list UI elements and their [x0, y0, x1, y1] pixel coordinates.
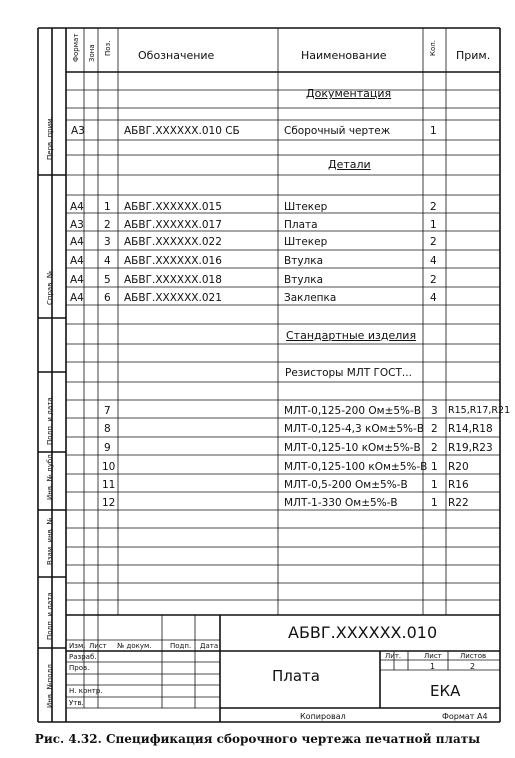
resistor-note: R16: [448, 479, 469, 491]
resistor-pos: 8: [104, 423, 111, 435]
part-format: А4: [70, 236, 84, 248]
part-pos: 6: [104, 292, 111, 304]
part-name: Плата: [284, 219, 318, 231]
resistor-pos: 11: [102, 479, 116, 491]
title-block-listov-header: Листов: [460, 652, 487, 660]
resistor-note: R19,R23: [448, 442, 493, 454]
title-block-list-value: 1: [430, 662, 436, 671]
resistor-name: МЛТ-0,125-100 кОм±5%-В: [284, 461, 428, 473]
doc-row-qty: 1: [430, 125, 437, 137]
part-name: Штекер: [284, 236, 328, 248]
part-qty: 2: [430, 201, 437, 213]
resistor-note: R22: [448, 497, 469, 509]
part-pos: 2: [104, 219, 111, 231]
header-pos: Поз.: [104, 40, 112, 56]
resistor-name: МЛТ-0,125-200 Ом±5%-В: [284, 405, 422, 417]
side-vzam-inv: Взам. инв. №: [46, 517, 54, 565]
header-designation: Обозначение: [138, 49, 215, 62]
side-podp-data-1: Подп. и дата: [46, 397, 54, 445]
part-pos: 3: [104, 236, 111, 248]
resistor-name: МЛТ-0,125-4,3 кОм±5%-В: [284, 423, 425, 435]
part-format: А4: [70, 274, 84, 286]
header-note: Прим.: [456, 49, 491, 62]
part-name: Штекер: [284, 201, 328, 213]
side-inv-dubl: Инв. № дубл.: [46, 452, 54, 500]
side-inv-podl: Инв. №подл.: [46, 661, 54, 708]
section-resistors: Резисторы МЛТ ГОСТ...: [285, 367, 412, 379]
resistor-pos: 10: [102, 461, 116, 473]
title-block-company: ЕКА: [430, 682, 461, 700]
title-block-list: Лист: [89, 642, 107, 650]
title-block-data: Дата: [200, 642, 219, 650]
section-standard: Стандартные изделия: [286, 329, 417, 342]
part-qty: 4: [430, 292, 437, 304]
resistor-qty: 1: [431, 479, 438, 491]
side-podp-data-2: Подп. и дата: [46, 592, 54, 640]
resistor-qty: 2: [431, 442, 438, 454]
title-block-list-header: Лист: [424, 652, 442, 660]
title-block-code: АБВГ.XXXXXX.010: [288, 623, 438, 642]
resistor-pos: 7: [104, 405, 111, 417]
part-designation: АБВГ.XXXXXX.022: [124, 236, 222, 248]
header-qty: Кол.: [429, 40, 437, 56]
resistor-name: МЛТ-0,125-10 кОм±5%-В: [284, 442, 421, 454]
doc-row-name: Сборочный чертеж: [284, 125, 391, 137]
part-qty: 1: [430, 219, 437, 231]
title-block-lit: Лит.: [385, 652, 402, 660]
doc-row-format: А3: [71, 125, 85, 137]
part-name: Втулка: [284, 274, 324, 286]
title-block-prov: Пров.: [69, 664, 90, 672]
title-block-listov-value: 2: [470, 662, 476, 671]
resistor-note: R14,R18: [448, 423, 493, 435]
resistor-qty: 3: [431, 405, 438, 417]
resistor-qty: 1: [431, 461, 438, 473]
doc-row-designation: АБВГ.XXXXXX.010 СБ: [124, 125, 240, 137]
resistor-note: R20: [448, 461, 469, 473]
footer-copied: Копировал: [300, 712, 346, 721]
resistor-name: МЛТ-0,5-200 Ом±5%-В: [284, 479, 408, 491]
section-parts: Детали: [328, 158, 371, 171]
part-pos: 1: [104, 201, 111, 213]
title-block-podp: Подп.: [170, 642, 192, 650]
side-sprav-no: Справ. №: [46, 270, 54, 305]
part-format: А3: [70, 219, 84, 231]
title-block-razrab: Разраб.: [69, 653, 97, 661]
resistor-note: R15,R17,R21: [448, 405, 511, 416]
part-designation: АБВГ.XXXXXX.016: [124, 255, 222, 267]
part-pos: 4: [104, 255, 111, 267]
part-name: Заклепка: [284, 292, 337, 304]
resistor-pos: 12: [102, 497, 116, 509]
part-designation: АБВГ.XXXXXX.018: [124, 274, 222, 286]
footer-format: Формат А4: [442, 712, 488, 721]
resistor-pos: 9: [104, 442, 111, 454]
part-designation: АБВГ.XXXXXX.017: [124, 219, 222, 231]
part-format: А4: [70, 255, 84, 267]
resistor-name: МЛТ-1-330 Ом±5%-В: [284, 497, 398, 509]
title-block-title: Плата: [272, 667, 320, 685]
part-designation: АБВГ.XXXXXX.015: [124, 201, 222, 213]
header-format: Формат: [72, 33, 80, 62]
title-block-utv: Утв.: [69, 699, 84, 707]
resistor-qty: 2: [431, 423, 438, 435]
part-designation: АБВГ.XXXXXX.021: [124, 292, 222, 304]
title-block-izm: Изм.: [69, 642, 86, 650]
part-qty: 2: [430, 274, 437, 286]
header-name: Наименование: [301, 49, 387, 62]
part-qty: 2: [430, 236, 437, 248]
part-qty: 4: [430, 255, 437, 267]
part-format: А4: [70, 292, 84, 304]
title-block-no-dokum: № докум.: [117, 642, 152, 650]
section-documentation: Документация: [306, 87, 392, 100]
part-name: Втулка: [284, 255, 324, 267]
header-zone: Зона: [88, 44, 96, 62]
side-perv-prim: Перв. прим.: [46, 116, 54, 160]
title-block-n-kontr: Н. контр.: [69, 687, 103, 695]
part-format: А4: [70, 201, 84, 213]
figure-caption: Рис. 4.32. Спецификация сборочного чертежа печатной платы: [34, 732, 481, 746]
part-pos: 5: [104, 274, 111, 286]
resistor-qty: 1: [431, 497, 438, 509]
